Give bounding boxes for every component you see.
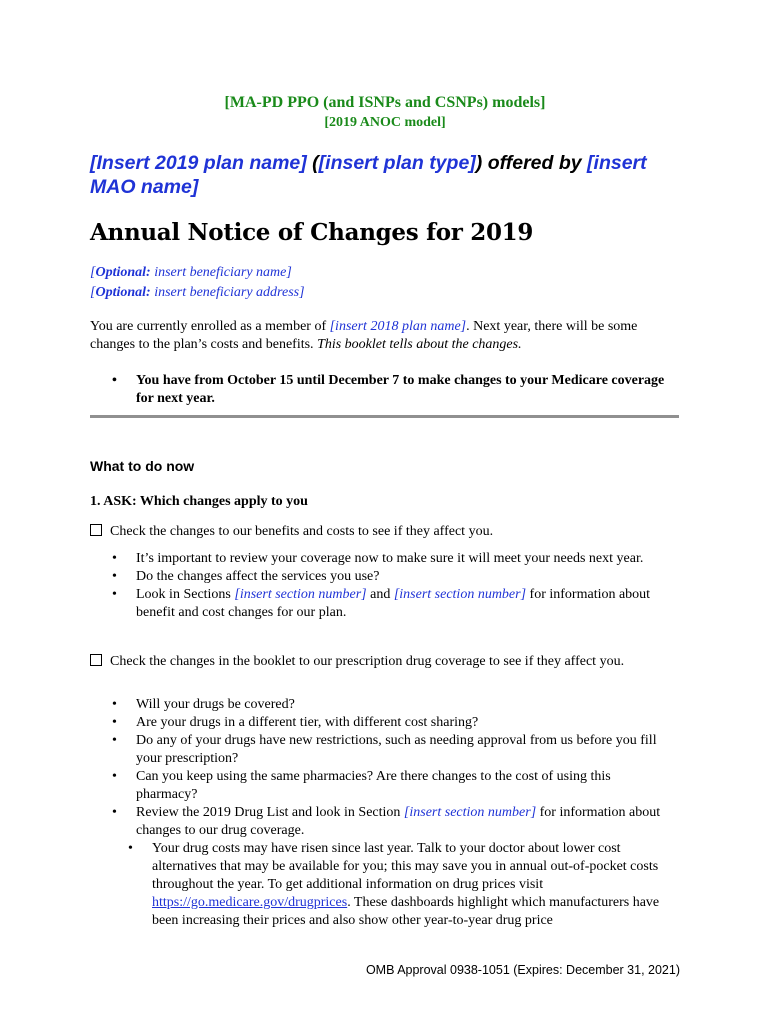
list-item xyxy=(90,550,680,568)
list-item xyxy=(90,768,680,804)
page-title: Annual Notice of Changes for 2019 xyxy=(90,219,534,246)
benefits-bullet-list xyxy=(90,550,680,622)
optional-beneficiary-address xyxy=(90,285,305,301)
intro-text: You are currently enrolled as a member of xyxy=(90,319,330,334)
optional-bracket: [ xyxy=(90,265,96,280)
section-number-placeholder: [insert section number] xyxy=(393,587,527,602)
model-header: [MA-PD PPO (and ISNPs and CSNPs) models] xyxy=(224,94,546,111)
section-number-placeholder: [insert section number] xyxy=(403,805,537,820)
checkbox-icon xyxy=(90,654,102,666)
optional-label: Optional: xyxy=(95,265,151,280)
list-item xyxy=(90,804,680,930)
checklist-text: Check the changes in the booklet to our prescription drug coverage to see if they affect you. xyxy=(110,654,625,669)
list-item xyxy=(90,714,680,732)
drug-prices-link[interactable]: https://go.medicare.gov/drugprices xyxy=(152,895,348,910)
omb-approval-footer: OMB Approval 0938-1051 (Expires: December 31, 2021) xyxy=(365,963,680,977)
list-item-text: for information about changes to our drug coverage. xyxy=(136,805,661,838)
anoc-model-header: [2019 ANOC model] xyxy=(324,115,446,130)
list-item-text: Are your drugs in a different tier, with different cost sharing? xyxy=(136,715,479,730)
optional-name-text: insert beneficiary name] xyxy=(150,265,292,280)
checklist-item-drugs xyxy=(90,653,633,671)
optional-address-text: insert beneficiary address] xyxy=(150,285,305,300)
section-number-placeholder: [insert section number] xyxy=(234,587,367,602)
plan-name-placeholder: [Insert 2019 plan name] xyxy=(90,152,307,174)
key-dates-text: You have from October 15 until December 7 to make changes to your Medicare coverage for next year. xyxy=(136,373,665,406)
intro-italic: This booklet tells about the changes. xyxy=(317,337,522,352)
list-item-text: Can you keep using the same pharmacies? Are there changes to the cost of using this pharmacy? xyxy=(136,769,611,802)
list-item-text: . These dashboards highlight which manufacturers have been increasing their prices and also show other year-to-year drug price xyxy=(152,895,660,928)
list-item-text: Do any of your drugs have new restrictions, such as needing approval from us before you fill your prescription? xyxy=(136,733,657,766)
list-item xyxy=(90,840,680,930)
bullet-glyph: • xyxy=(128,841,133,856)
list-item-text: Will your drugs be covered? xyxy=(136,697,295,712)
list-item-text: for information about benefit and cost changes for our plan. xyxy=(136,587,651,620)
plan-heading-offered-by: ) offered by xyxy=(475,152,588,174)
list-item xyxy=(90,568,680,586)
list-item-text: It’s important to review your coverage now to make sure it will meet your needs next year. xyxy=(136,551,644,566)
drug-bullet-list xyxy=(90,696,680,930)
optional-label: Optional: xyxy=(95,285,151,300)
bullet-glyph: • xyxy=(112,715,117,730)
drug-sub-list xyxy=(90,840,680,930)
bullet-glyph: • xyxy=(112,587,117,602)
list-item xyxy=(90,732,680,768)
plan-type-placeholder: [insert plan type] xyxy=(318,152,476,174)
key-dates-list xyxy=(90,372,680,408)
plan-2018-placeholder: [insert 2018 plan name] xyxy=(329,319,467,334)
intro-text-2: . Next year, there will be some changes to the plan’s costs and benefits. xyxy=(90,319,638,352)
section-divider xyxy=(90,415,679,418)
checkbox-icon xyxy=(90,524,102,536)
plan-heading-paren: ( xyxy=(306,152,319,174)
bullet-glyph: • xyxy=(112,373,117,388)
section-heading: What to do now xyxy=(90,458,195,474)
key-dates-bullet xyxy=(90,372,680,408)
list-item xyxy=(90,586,680,622)
plan-heading xyxy=(90,151,690,199)
bullet-glyph: • xyxy=(112,733,117,748)
bullet-glyph: • xyxy=(112,805,117,820)
optional-bracket: [ xyxy=(90,285,96,300)
bullet-glyph: • xyxy=(112,697,117,712)
list-item-text: Review the 2019 Drug List and look in Section xyxy=(136,805,404,820)
list-item xyxy=(90,696,680,714)
optional-beneficiary-name xyxy=(90,265,292,281)
checklist-item-benefits xyxy=(90,523,670,541)
list-item-text: Look in Sections xyxy=(136,587,235,602)
list-item-text: Your drug costs may have risen since last year. Talk to your doctor about lower cost alternatives that may be available for you; this may save you in annual out-of-pocket costs throughout the year. To get additional information on drug prices visit xyxy=(152,841,659,892)
list-item-text: and xyxy=(366,587,394,602)
bullet-glyph: • xyxy=(112,569,117,584)
checklist-text: Check the changes to our benefits and costs to see if they affect you. xyxy=(110,524,494,539)
step-1-heading: 1. ASK: Which changes apply to you xyxy=(90,494,308,509)
bullet-glyph: • xyxy=(112,769,117,784)
intro-paragraph xyxy=(90,318,680,354)
bullet-glyph: • xyxy=(112,551,117,566)
list-item-text: Do the changes affect the services you use? xyxy=(136,569,380,584)
mao-name-placeholder: [insert MAO name] xyxy=(90,152,647,198)
